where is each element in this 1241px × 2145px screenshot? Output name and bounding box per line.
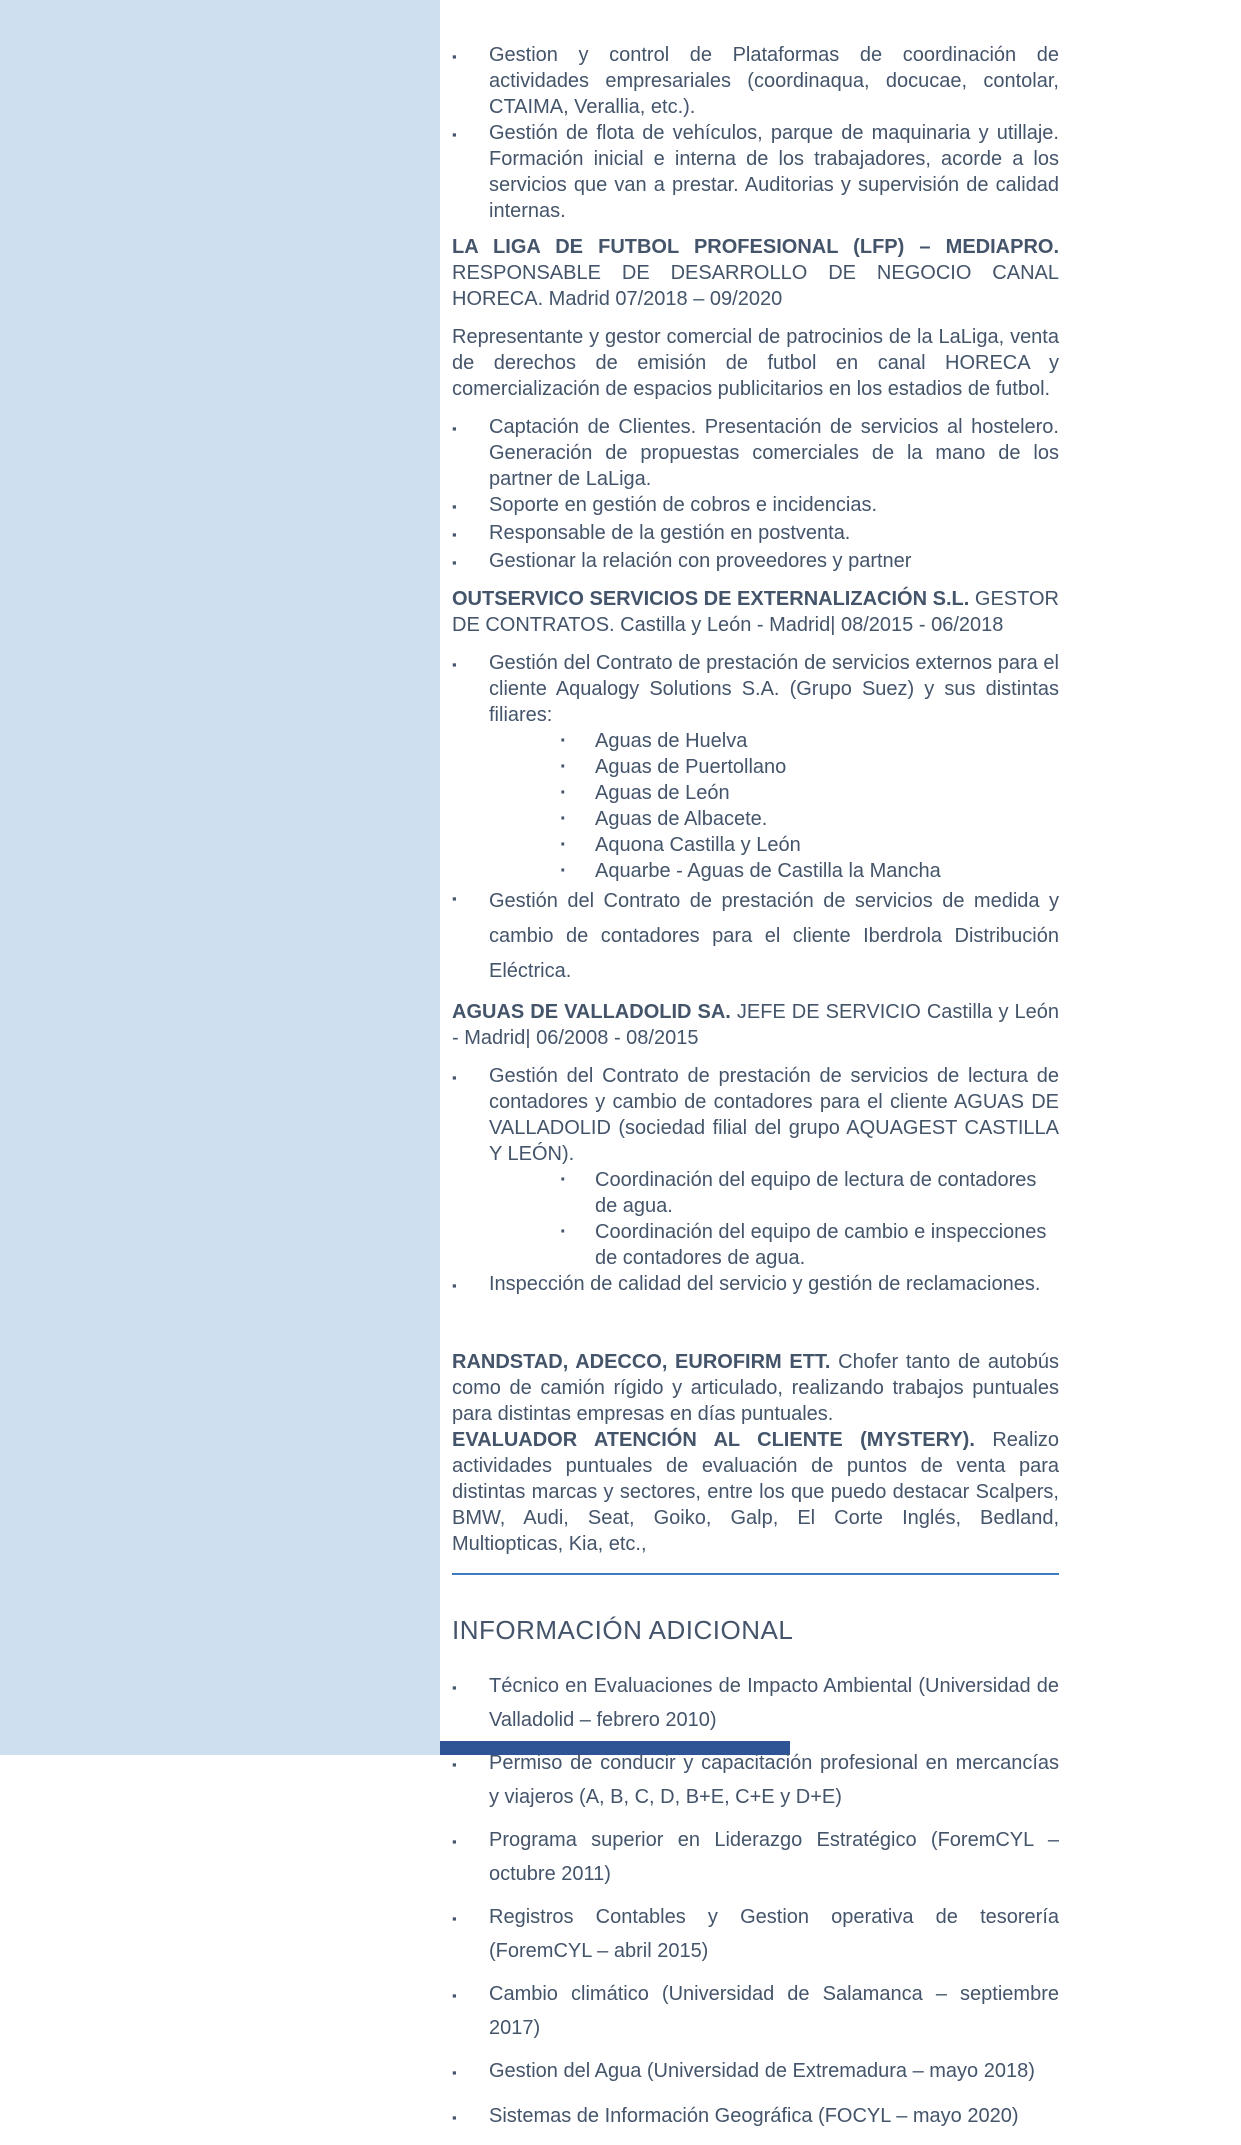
square-bullet-icon [452, 1746, 489, 1814]
middot-icon [556, 728, 595, 754]
middot-icon [556, 754, 595, 780]
ett-paragraph [452, 1349, 1059, 1427]
square-bullet-icon [452, 548, 489, 576]
sub-bullet-text: Aquarbe - Aguas de Castilla la Mancha [595, 860, 941, 882]
sub-bullet-text: Aquona Castilla y León [595, 834, 801, 856]
job-description: Realizo actividades puntuales de evaluación de puntos de venta para distintas marcas y sectores, entre los que puedo destacar Scalpers, BMW, Audi, Seat, Goiko, Galp, El Corte Inglés, Bedland, Multiopticas, Kia, etc., [452, 1429, 1060, 1555]
section-divider [452, 1573, 1059, 1575]
bullet-text: Registros Contables y Gestion operativa de tesorería (ForemCYL – abril 2015) [489, 1906, 1059, 1962]
job-summary: Representante y gestor comercial de patrocinios de la LaLiga, venta de derechos de emisión de futbol en canal HORECA y comercialización de espacios publicitarios en los estadios de futbol. [452, 326, 1059, 400]
bullet-text: Programa superior en Liderazgo Estratégico (ForemCYL – octubre 2011) [489, 1829, 1059, 1885]
square-bullet-icon [452, 1063, 489, 1167]
square-bullet-icon [452, 1900, 489, 1968]
sub-bullet-text: Aguas de Albacete. [595, 808, 768, 830]
sub-bullet-item [556, 754, 1059, 780]
bullet-item [452, 548, 1059, 576]
bullet-text: Gestión del Contrato de prestación de servicios externos para el cliente Aqualogy Solutions S.A. (Grupo Suez) y sus distintas filiares: [489, 652, 1059, 726]
bullet-text: Inspección de calidad del servicio y gestión de reclamaciones. [489, 1273, 1041, 1295]
bullet-item [452, 1823, 1059, 1891]
middot-icon [556, 1219, 595, 1271]
square-bullet-icon [452, 884, 489, 989]
square-bullet-icon [452, 520, 489, 548]
job-heading-laliga [452, 234, 1059, 312]
bullet-item [452, 414, 1059, 492]
sub-bullet-text: Coordinación del equipo de lectura de contadores de agua. [595, 1169, 1037, 1217]
bullet-text: Responsable de la gestión en postventa. [489, 522, 851, 544]
bullet-text: Gestion y control de Plataformas de coordinación de actividades empresariales (coordinaqua, docucae, contolar, CTAIMA, Verallia, etc.). [489, 44, 1059, 118]
mystery-paragraph [452, 1427, 1059, 1557]
square-bullet-icon [452, 2099, 489, 2135]
general-duties-list [452, 42, 1059, 224]
company-name: OUTSERVICO SERVICIOS DE EXTERNALIZACIÓN S.L. [452, 588, 970, 610]
bullet-item [452, 884, 1059, 989]
square-bullet-icon [452, 414, 489, 492]
bullet-text: Gestión del Contrato de prestación de servicios de medida y cambio de contadores para el cliente Iberdrola Distribución Eléctrica. [489, 890, 1059, 982]
bullet-text: Gestionar la relación con proveedores y partner [489, 550, 912, 572]
bullet-item [452, 1271, 1059, 1299]
sub-bullet-item [556, 858, 1059, 884]
bullet-text: Técnico en Evaluaciones de Impacto Ambiental (Universidad de Valladolid – febrero 2010) [489, 1675, 1059, 1731]
bullet-text: Gestión de flota de vehículos, parque de maquinaria y utillaje. Formación inicial e interna de los trabajadores, acorde a los servicios que van a prestar. Auditorias y supervisión de calidad internas. [489, 122, 1059, 222]
square-bullet-icon [452, 2054, 489, 2090]
bullet-item [452, 2099, 1059, 2135]
sub-bullet-item [556, 806, 1059, 832]
square-bullet-icon [452, 1669, 489, 1737]
bullet-item [452, 650, 1059, 728]
bullet-text: Permiso de conducir y capacitación profesional en mercancías y viajeros (A, B, C, D, B+E, C+E y D+E) [489, 1752, 1059, 1808]
sub-bullet-item [556, 832, 1059, 858]
bullet-item [452, 520, 1059, 548]
middot-icon [556, 780, 595, 806]
square-bullet-icon [452, 650, 489, 728]
sub-bullet-text: Aguas de Huelva [595, 730, 748, 752]
bullet-item [452, 2054, 1059, 2090]
bullet-item [452, 1746, 1059, 1814]
square-bullet-icon [452, 1823, 489, 1891]
sub-bullet-item [556, 1167, 1059, 1219]
sub-bullet-item [556, 1219, 1059, 1271]
additional-info-title: INFORMACIÓN ADICIONAL [452, 1615, 794, 1645]
bullet-text: Gestión del Contrato de prestación de servicios de lectura de contadores y cambio de contadores para el cliente AGUAS DE VALLADOLID (sociedad filial del grupo AQUAGEST CASTILLA Y LEÓN). [489, 1065, 1059, 1165]
square-bullet-icon [452, 492, 489, 520]
client-sublist [452, 728, 1059, 884]
bullet-item [452, 42, 1059, 120]
sub-bullet-item [556, 780, 1059, 806]
bullet-item [452, 1063, 1059, 1167]
bullet-item [452, 1900, 1059, 1968]
company-name: EVALUADOR ATENCIÓN AL CLIENTE (MYSTERY). [452, 1429, 975, 1451]
company-name: RANDSTAD, ADECCO, EUROFIRM ETT. [452, 1351, 831, 1373]
bullet-text: Captación de Clientes. Presentación de servicios al hostelero. Generación de propuestas comerciales de la mano de los partner de LaLiga. [489, 416, 1059, 490]
bullet-text: Sistemas de Información Geográfica (FOCYL – mayo 2020) [489, 2105, 1019, 2127]
square-bullet-icon [452, 120, 489, 224]
bullet-item [452, 492, 1059, 520]
bullet-text: Soporte en gestión de cobros e incidencias. [489, 494, 878, 516]
laliga-duties-list [452, 414, 1059, 576]
sub-bullet-text: Coordinación del equipo de cambio e inspecciones de contadores de agua. [595, 1221, 1047, 1269]
spacer [452, 1309, 1059, 1349]
middot-icon [556, 1167, 595, 1219]
bullet-item [452, 1669, 1059, 1737]
aguas-duties-list [452, 1063, 1059, 1299]
bullet-item [452, 120, 1059, 224]
sub-bullet-item [556, 728, 1059, 754]
job-role: JEFE DE SERVICIO Castilla y León - Madrid| 06/2008 - 08/2015 [452, 1001, 1059, 1049]
company-name: AGUAS DE VALLADOLID SA. [452, 1001, 731, 1023]
additional-info-list [452, 1669, 1059, 2135]
company-name: LA LIGA DE FUTBOL PROFESIONAL (LFP) – MEDIAPRO. [452, 236, 1059, 258]
job-heading-outservico [452, 586, 1059, 638]
sidebar-panel [0, 0, 440, 1755]
sub-bullet-text: Aguas de León [595, 782, 730, 804]
bullet-text: Gestion del Agua (Universidad de Extremadura – mayo 2018) [489, 2060, 1035, 2082]
tasks-sublist [452, 1167, 1059, 1271]
job-role: RESPONSABLE DE DESARROLLO DE NEGOCIO CANAL HORECA. Madrid 07/2018 – 09/2020 [452, 262, 1059, 310]
square-bullet-icon [452, 1977, 489, 2045]
content-area [452, 42, 1059, 2145]
square-bullet-icon [452, 42, 489, 120]
bullet-item [452, 1977, 1059, 2045]
middot-icon [556, 806, 595, 832]
middot-icon [556, 832, 595, 858]
middot-icon [556, 858, 595, 884]
job-description: Chofer tanto de autobús como de camión rígido y articulado, realizando trabajos puntuales para distintas empresas en días puntuales. [452, 1351, 1060, 1425]
square-bullet-icon [452, 1271, 489, 1299]
bullet-text: Cambio climático (Universidad de Salamanca – septiembre 2017) [489, 1983, 1059, 2039]
job-role: GESTOR DE CONTRATOS. Castilla y León - Madrid| 08/2015 - 06/2018 [452, 588, 1059, 636]
job-heading-aguas-valladolid [452, 999, 1059, 1051]
outservico-duties-list [452, 650, 1059, 989]
sub-bullet-text: Aguas de Puertollano [595, 756, 787, 778]
